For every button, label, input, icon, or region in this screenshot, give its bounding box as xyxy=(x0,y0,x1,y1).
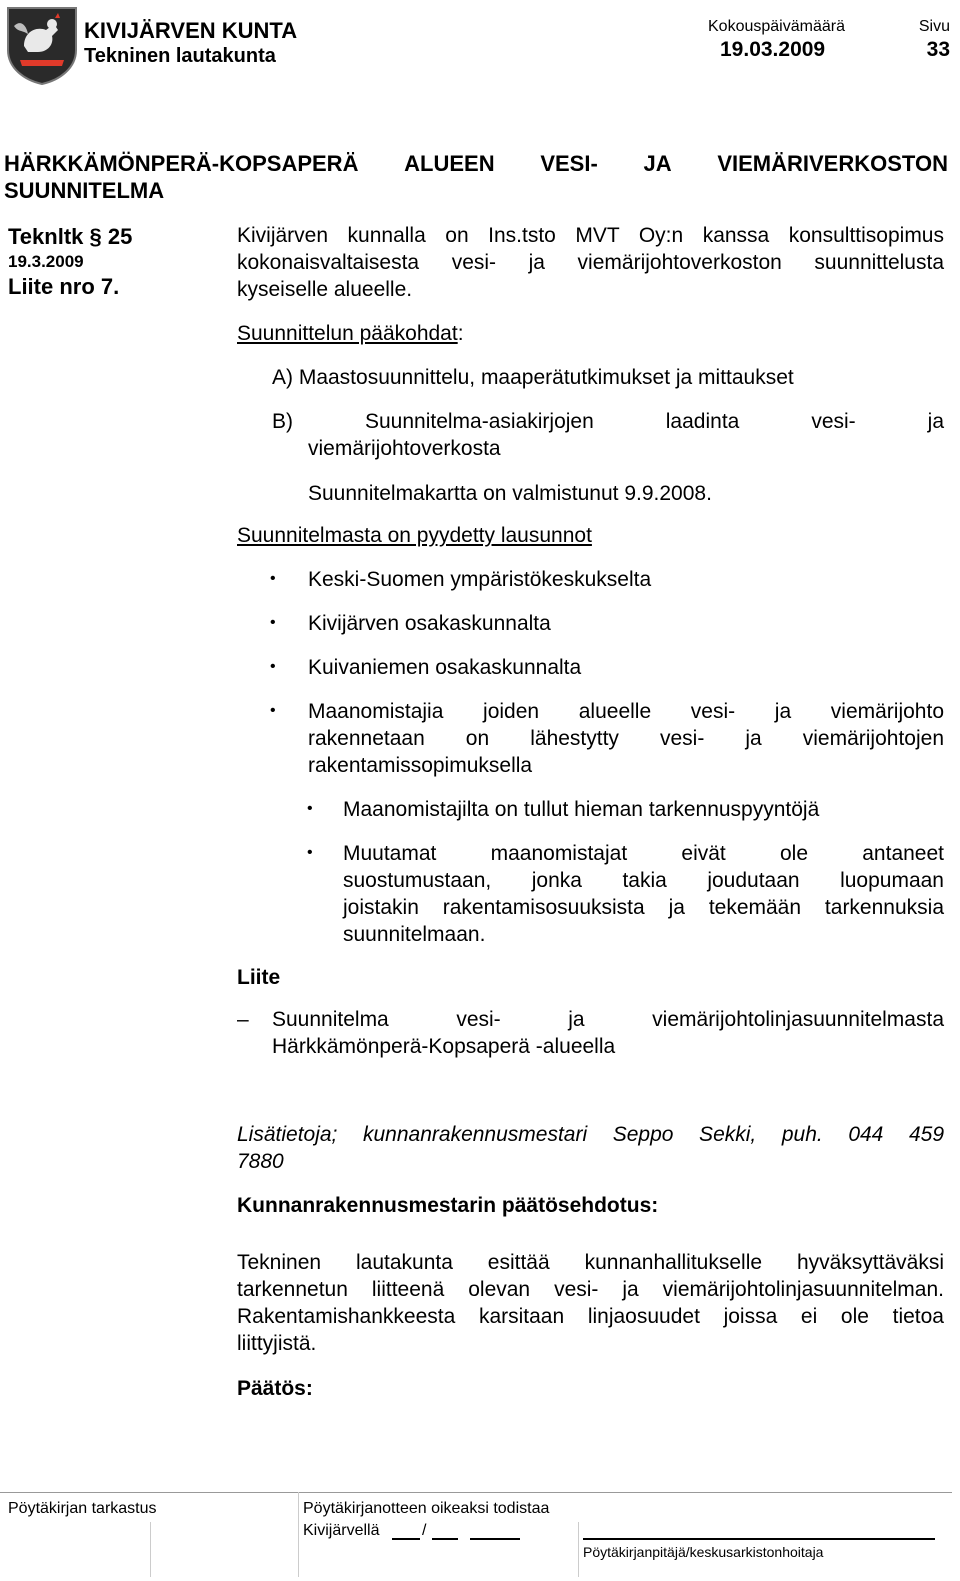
page-number: 33 xyxy=(926,38,950,61)
meeting-date: 19.03.2009 xyxy=(720,38,826,61)
dash-icon: – xyxy=(237,1008,249,1031)
statement-item: Keski-Suomen ympäristökeskukselta xyxy=(308,568,652,591)
attachment-line: Härkkämönperä-Kopsaperä -alueella xyxy=(272,1035,616,1058)
review-label: Pöytäkirjan tarkastus xyxy=(8,1500,157,1517)
intro-line: Kivijärven kunnalla on Ins.tsto MVT Oy:n kanssa konsulttisopimus xyxy=(237,224,944,247)
date-separator: / xyxy=(422,1522,427,1539)
point-b: B) Suunnitelma-asiakirjojen laadinta vesi- ja xyxy=(272,410,944,433)
keeper-label: Pöytäkirjanpitäjä/keskusarkistonhoitaja xyxy=(583,1544,824,1560)
heading-colon: : xyxy=(457,322,464,345)
signature-line xyxy=(583,1538,935,1540)
title-word: HÄRKKÄMÖNPERÄ-KOPSAPERÄ xyxy=(4,151,359,176)
intro-line: kokonaisvaltaisesta vesi- ja viemärijohtoverkoston suunnittelusta xyxy=(237,251,944,274)
bullet-icon: • xyxy=(307,800,313,817)
info-line: Lisätietoja; kunnanrakennusmestari Seppo Sekki, puh. 044 459 xyxy=(237,1123,944,1146)
intro-line: kyseiselle alueelle. xyxy=(237,278,413,301)
meeting-date-label: Kokouspäivämäärä xyxy=(708,18,845,35)
title-word: JA xyxy=(643,151,672,176)
document-title-line2: SUUNNITELMA xyxy=(4,178,165,203)
proposal-line: tarkennetun liitteenä olevan vesi- ja viemärijohtolinjasuunnitelman. xyxy=(237,1278,944,1301)
page-label: Sivu xyxy=(918,18,950,35)
sub-item: Maanomistajilta on tullut hieman tarkennuspyyntöjä xyxy=(343,798,820,821)
signature-line xyxy=(470,1538,520,1540)
proposal-line: liittyjistä. xyxy=(237,1332,317,1355)
attachment-line: Suunnitelma vesi- ja viemärijohtolinjasuunnitelmasta xyxy=(272,1008,944,1031)
signature-line xyxy=(392,1538,420,1540)
board-name: Tekninen lautakunta xyxy=(84,45,276,67)
section-reference: Teknltk § 25 xyxy=(8,224,133,249)
proposal-heading: Kunnanrakennusmestarin päätösehdotus: xyxy=(237,1194,659,1217)
section-date: 19.3.2009 xyxy=(8,252,84,271)
footer-divider xyxy=(0,1492,952,1493)
landowners-line: rakentamissopimuksella xyxy=(308,754,533,777)
organization-name: KIVIJÄRVEN KUNTA xyxy=(84,18,298,43)
municipal-crest-icon xyxy=(6,6,78,86)
bullet-icon: • xyxy=(270,614,276,631)
bullet-icon: • xyxy=(270,658,276,675)
document-title xyxy=(4,151,948,177)
place-label: Kivijärvellä xyxy=(303,1522,380,1539)
title-word: VESI- xyxy=(540,151,598,176)
point-a: A) Maastosuunnittelu, maaperätutkimukset ja mittaukset xyxy=(272,366,794,389)
certify-label: Pöytäkirjanotteen oikeaksi todistaa xyxy=(303,1500,550,1517)
sub-item-line: joistakin rakentamisosuuksista ja tekemään tarkennuksia xyxy=(343,896,944,919)
proposal-line: Tekninen lautakunta esittää kunnanhallitukselle hyväksyttäväksi xyxy=(237,1251,944,1274)
bullet-icon: • xyxy=(270,570,276,587)
attachment-number: Liite nro 7. xyxy=(8,274,120,299)
title-word: ALUEEN xyxy=(404,151,495,176)
signature-line xyxy=(432,1538,458,1540)
footer-divider xyxy=(578,1522,579,1577)
title-word: VIEMÄRIVERKOSTON xyxy=(717,151,948,176)
footer-divider xyxy=(298,1492,299,1577)
statements-heading: Suunnitelmasta on pyydetty lausunnot xyxy=(237,524,592,547)
statement-item: Kivijärven osakaskunnalta xyxy=(308,612,551,635)
attachment-heading: Liite xyxy=(237,966,281,989)
footer-divider xyxy=(150,1522,151,1577)
sub-item-line: Muutamat maanomistajat eivät ole antaneet xyxy=(343,842,944,865)
landowners-line: Maanomistajia joiden alueelle vesi- ja viemärijohto xyxy=(308,700,944,723)
proposal-line: Rakentamishankkeesta karsitaan linjaosuudet joissa ei ole tietoa xyxy=(237,1305,944,1328)
sub-item-line: suostumustaan, jonka takia joudutaan luopumaan xyxy=(343,869,944,892)
main-points-heading-text: Suunnittelun pääkohdat xyxy=(237,322,458,345)
info-line: 7880 xyxy=(237,1150,284,1173)
main-points-heading xyxy=(237,320,464,347)
sub-item-line: suunnitelmaan. xyxy=(343,923,486,946)
statement-item: Kuivaniemen osakaskunnalta xyxy=(308,656,582,679)
decision-heading: Päätös: xyxy=(237,1377,313,1400)
map-status: Suunnitelmakartta on valmistunut 9.9.2008. xyxy=(308,482,712,505)
landowners-line: rakennetaan on lähestytty vesi- ja viemärijohtojen xyxy=(308,727,944,750)
point-b-continued: viemärijohtoverkosta xyxy=(308,437,501,460)
bullet-icon: • xyxy=(307,844,313,861)
bullet-icon: • xyxy=(270,702,276,719)
